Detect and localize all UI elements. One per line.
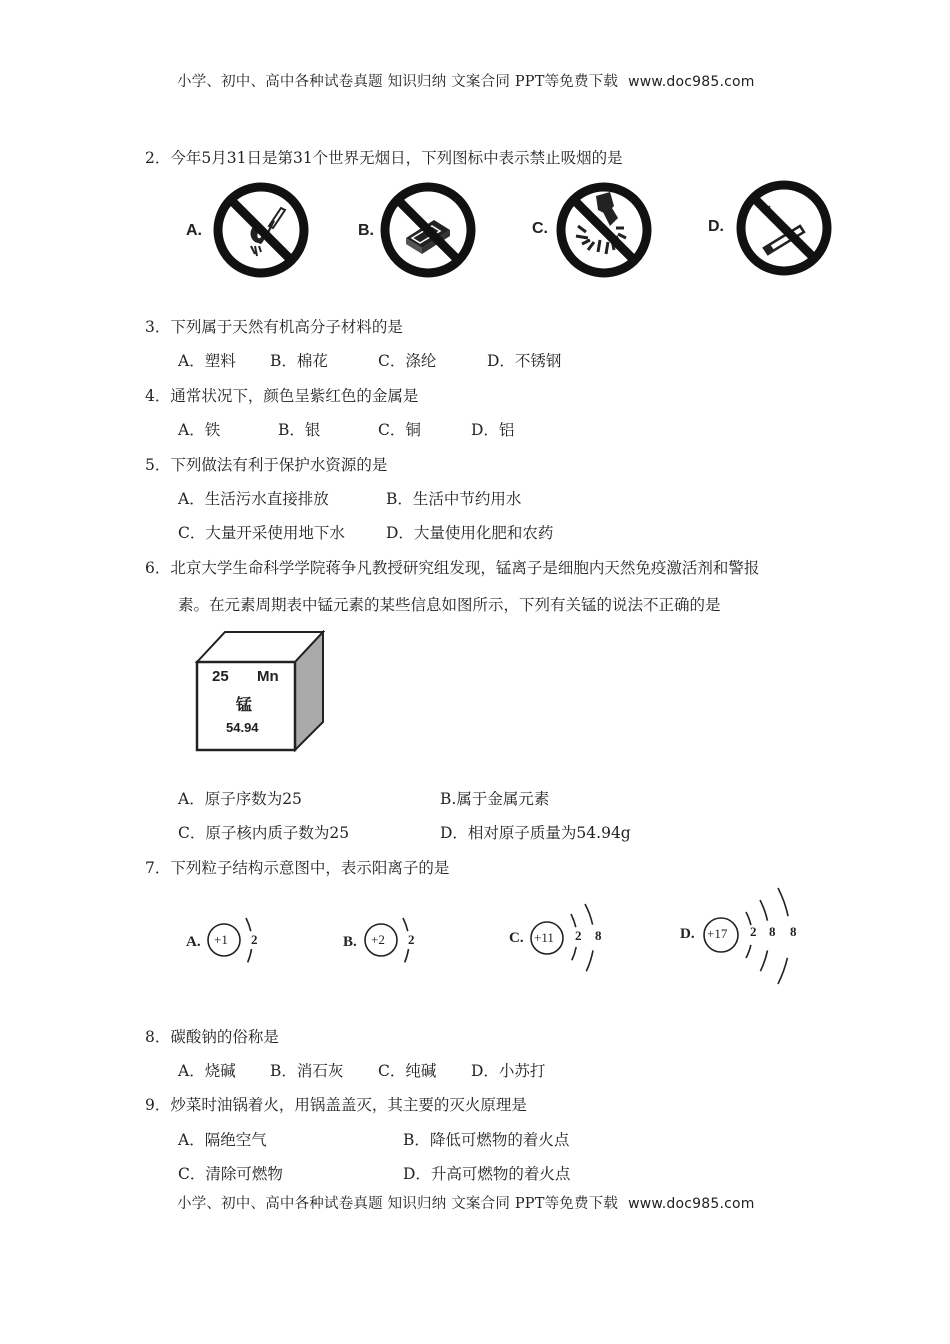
ion-option-b[interactable] xyxy=(343,912,433,972)
q4-option-a[interactable]: A．铁 xyxy=(178,421,221,439)
q3-option-b[interactable]: B．棉花 xyxy=(270,352,328,370)
no-fire-icon xyxy=(211,180,311,280)
q4-option-c[interactable]: C．铜 xyxy=(378,421,421,439)
question-4: 4．通常状况下，颜色呈紫红色的金属是 xyxy=(145,387,419,405)
footer-url[interactable]: www.doc985.com xyxy=(628,1196,755,1212)
q6-option-d[interactable]: D．相对原子质量为54.94g xyxy=(440,824,631,842)
no-matches-icon xyxy=(378,180,478,280)
sign-option-b[interactable] xyxy=(358,180,483,280)
q9-option-d[interactable]: D．升高可燃物的着火点 xyxy=(403,1165,571,1183)
sign-label-a: A. xyxy=(186,222,202,239)
q6-option-c[interactable]: C．原子核内质子数为25 xyxy=(178,824,350,842)
sign-label-d: D. xyxy=(708,218,724,235)
question-5: 5．下列做法有利于保护水资源的是 xyxy=(145,456,388,474)
page-header xyxy=(177,70,755,91)
question-7: 7．下列粒子结构示意图中，表示阳离子的是 xyxy=(145,859,450,877)
no-fireworks-icon xyxy=(554,180,654,280)
question-6-line-1: 6．北京大学生命科学学院蒋争凡教授研究组发现，锰离子是细胞内天然免疫激活剂和警报 xyxy=(145,559,760,577)
q3-option-d[interactable]: D．不锈钢 xyxy=(487,352,562,370)
ion-label-d: D. xyxy=(680,926,695,942)
q5-option-b[interactable]: B．生活中节约用水 xyxy=(386,490,522,508)
sign-option-c[interactable] xyxy=(532,180,657,280)
q3-option-c[interactable]: C．涤纶 xyxy=(378,352,437,370)
ion-shell-a-1: 2 xyxy=(251,932,258,947)
question-8: 8．碳酸钠的俗称是 xyxy=(145,1028,279,1046)
sign-label-b: B. xyxy=(358,222,374,239)
ion-shell-c-2: 8 xyxy=(595,928,602,943)
ion-shell-d-2: 8 xyxy=(769,924,776,939)
ion-shell-d-1: 2 xyxy=(750,924,757,939)
ion-label-c: C. xyxy=(509,930,524,946)
q6-option-b[interactable]: B.属于金属元素 xyxy=(440,790,550,808)
ion-nucleus-b: +2 xyxy=(371,932,385,947)
footer-text: 小学、初中、高中各种试卷真题 知识归纳 文案合同 PPT等免费下载 xyxy=(177,1196,619,1212)
q5-option-c[interactable]: C．大量开采使用地下水 xyxy=(178,524,345,542)
ion-nucleus-a: +1 xyxy=(214,932,228,947)
header-url[interactable]: www.doc985.com xyxy=(628,74,755,90)
ion-label-a: A. xyxy=(186,934,201,950)
sign-option-a[interactable] xyxy=(186,180,311,280)
element-symbol: Mn xyxy=(257,668,279,685)
sign-option-d[interactable] xyxy=(708,178,838,278)
q5-option-d[interactable]: D．大量使用化肥和农药 xyxy=(386,524,554,542)
ion-shell-c-1: 2 xyxy=(575,928,582,943)
ion-shell-d-3: 8 xyxy=(790,924,797,939)
ion-nucleus-d: +17 xyxy=(707,926,728,941)
question-9: 9．炒菜时油锅着火，用锅盖盖灭，其主要的灭火原理是 xyxy=(145,1096,527,1114)
q9-option-c[interactable]: C．清除可燃物 xyxy=(178,1165,283,1183)
q3-option-a[interactable]: A．塑料 xyxy=(178,352,236,370)
sign-label-c: C. xyxy=(532,220,548,237)
ion-option-c[interactable] xyxy=(509,900,619,980)
q4-option-b[interactable]: B．银 xyxy=(278,421,321,439)
q5-option-a[interactable]: A．生活污水直接排放 xyxy=(178,490,329,508)
q4-option-d[interactable]: D．铝 xyxy=(471,421,515,439)
question-2: 2．今年5月31日是第31个世界无烟日，下列图标中表示禁止吸烟的是 xyxy=(145,149,623,167)
q8-option-b[interactable]: B．消石灰 xyxy=(270,1062,344,1080)
ion-option-d[interactable] xyxy=(680,884,810,988)
q8-option-a[interactable]: A．烧碱 xyxy=(178,1062,236,1080)
question-6-line-2: 素。在元素周期表中锰元素的某些信息如图所示，下列有关锰的说法不正确的是 xyxy=(178,596,721,614)
no-smoking-icon xyxy=(734,178,834,278)
ion-nucleus-c: +11 xyxy=(534,930,554,945)
q6-option-a[interactable]: A．原子序数为25 xyxy=(178,790,302,808)
q8-option-d[interactable]: D．小苏打 xyxy=(471,1062,546,1080)
q8-option-c[interactable]: C．纯碱 xyxy=(378,1062,437,1080)
element-name: 锰 xyxy=(236,697,253,714)
question-3: 3．下列属于天然有机高分子材料的是 xyxy=(145,318,403,336)
element-mass: 54.94 xyxy=(226,720,259,735)
header-text: 小学、初中、高中各种试卷真题 知识归纳 文案合同 PPT等免费下载 xyxy=(177,74,619,90)
element-cube xyxy=(195,630,325,752)
page-footer xyxy=(177,1192,755,1213)
ion-shell-b-1: 2 xyxy=(408,932,415,947)
ion-option-a[interactable] xyxy=(186,912,276,972)
q9-option-b[interactable]: B．降低可燃物的着火点 xyxy=(403,1131,570,1149)
element-atomic-number: 25 xyxy=(212,668,229,685)
ion-label-b: B. xyxy=(343,934,357,950)
q9-option-a[interactable]: A．隔绝空气 xyxy=(178,1131,267,1149)
